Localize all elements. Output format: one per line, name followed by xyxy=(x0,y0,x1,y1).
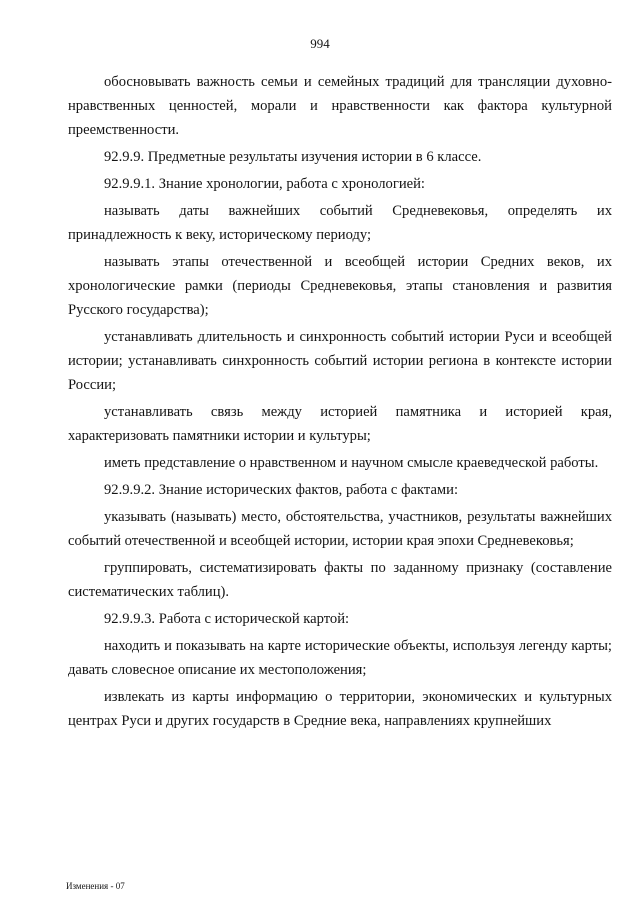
paragraph: устанавливать связь между историей памятника и историей края, характеризовать памятники истории и культуры; xyxy=(68,404,612,444)
paragraph: называть этапы отечественной и всеобщей истории Средних веков, их хронологические рамки (периоды Средневековья, этапы становления и развития Русского государства); xyxy=(68,254,612,318)
paragraph: указывать (называть) место, обстоятельства, участников, результаты важнейших событий отечественной и всеобщей истории, истории края эпохи Средневековья; xyxy=(68,509,612,549)
paragraph: группировать, систематизировать факты по заданному признаку (составление систематических таблиц). xyxy=(68,560,612,600)
paragraph: иметь представление о нравственном и научном смысле краеведческой работы. xyxy=(104,455,599,471)
footer-revision-note: Изменения - 07 xyxy=(66,881,125,891)
subsection-heading: 92.9.9.3. Работа с исторической картой: xyxy=(104,611,350,627)
page-number: 994 xyxy=(310,36,330,51)
paragraph: извлекать из карты информацию о территории, экономических и культурных центрах Руси и других государств в Средние века, направлениях крупнейших xyxy=(68,689,612,729)
paragraph: называть даты важнейших событий Средневековья, определять их принадлежность к веку, историческому периоду; xyxy=(68,203,612,243)
document-body xyxy=(68,70,612,736)
paragraph: устанавливать длительность и синхронность событий истории Руси и всеобщей истории; устанавливать синхронность событий истории региона в контексте истории России; xyxy=(68,329,612,393)
subsection-heading: 92.9.9.2. Знание исторических фактов, работа с фактами: xyxy=(104,482,459,498)
paragraph: находить и показывать на карте исторические объекты, используя легенду карты; давать словесное описание их местоположения; xyxy=(68,638,612,678)
subsection-heading: 92.9.9.1. Знание хронологии, работа с хронологией: xyxy=(104,176,425,192)
paragraph: обосновывать важность семьи и семейных традиций для трансляции духовно-нравственных ценностей, морали и нравственности как фактора культурной преемственности. xyxy=(68,74,612,138)
section-heading: 92.9.9. Предметные результаты изучения истории в 6 классе. xyxy=(104,149,482,165)
